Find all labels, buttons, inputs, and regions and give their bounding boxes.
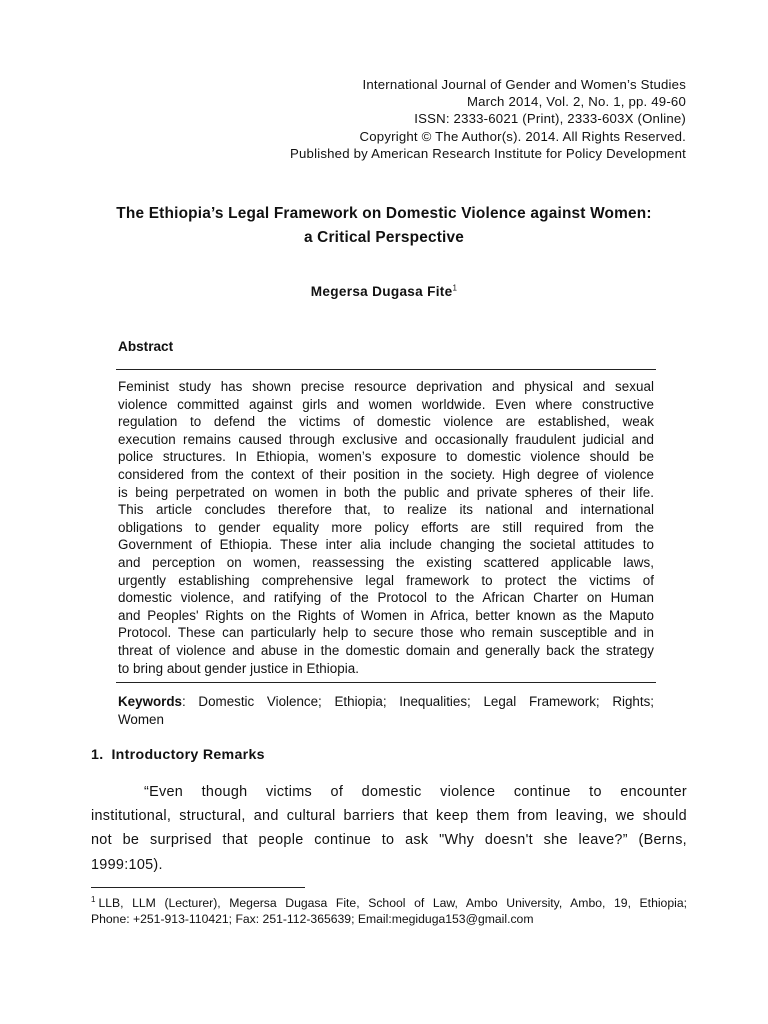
footnote-line-2: Phone: +251-913-110421; Fax: 251-112-365639; Email:megiduga153@gmail.com (91, 912, 534, 926)
abstract-line: urgently establishing comprehensive legal framework to protect the victims of (118, 572, 654, 588)
author-line (60, 284, 708, 299)
journal-name: International Journal of Gender and Women’s Studies (362, 77, 686, 92)
footnote (91, 895, 687, 927)
abstract-line: violence committed against girls and women worldwide. Even where constructive (118, 396, 654, 412)
abstract-line: obligations to gender equality more policy efforts are still required from the (118, 519, 654, 535)
title-line-1: The Ethiopia’s Legal Framework on Domestic Violence against Women: (116, 205, 652, 222)
abstract-line: and perception on women, reassessing the existing scattered applicable laws, (118, 554, 654, 570)
abstract-bottom-rule (116, 682, 656, 683)
abstract-heading: Abstract (118, 339, 174, 354)
copyright-info: Copyright © The Author(s). 2014. All Rights Reserved. (359, 128, 686, 144)
abstract-line: threat of violence and abuse in the domestic domain and generally back the strategy (118, 642, 654, 658)
abstract-line: Government of Ethiopia. These inter alia include changing the societal attitudes to (118, 537, 654, 553)
abstract-line: Feminist study has shown precise resource deprivation and physical and sexual (118, 379, 654, 394)
issn-info: ISSN: 2333-6021 (Print), 2333-603X (Online) (414, 111, 686, 127)
abstract-line: This article concludes therefore that, to realize its national and international (118, 502, 654, 518)
section-title: Introductory Remarks (111, 747, 265, 763)
abstract-top-rule (116, 369, 656, 370)
footnote-text: LLB, LLM (Lecturer), Megersa Dugasa Fite, School of Law, Ambo University, Ambo, 19, Ethiopia; (98, 896, 687, 910)
intro-line: 1999:105). (91, 856, 163, 873)
intro-line: institutional, structural, and cultural barriers that keep them from leaving, we should (91, 808, 687, 825)
footnote-line-1 (91, 895, 687, 911)
keywords (118, 693, 654, 729)
abstract-line: is being perpetrated on women in both the public and private spheres of their life. (118, 484, 654, 500)
author-name: Megersa Dugasa Fite (310, 284, 453, 299)
intro-line: not be surprised that people continue to ask "Why doesn't she leave?” (Berns, (91, 832, 687, 849)
keywords-line-2: Women (118, 712, 164, 727)
journal-header (290, 76, 686, 162)
intro-paragraph (91, 780, 687, 877)
abstract-line: Protocol. These can particularly help to secure those who remain susceptible and in (118, 625, 654, 641)
footnote-marker: 1 (91, 894, 96, 904)
section-heading (91, 747, 265, 763)
abstract-body (118, 378, 654, 677)
abstract-line: execution remains caused through exclusive and occasionally fraudulent judicial and (118, 431, 654, 447)
paper-title (60, 202, 708, 250)
keywords-line-1 (118, 693, 654, 711)
author-footnote-marker: 1 (452, 283, 458, 293)
abstract-line: domestic violence, and ratifying of the Protocol to the African Charter on Human (118, 590, 654, 606)
keywords-list: : Domestic Violence; Ethiopia; Inequalities; Legal Framework; Rights; (182, 694, 654, 709)
abstract-line: to bring about gender justice in Ethiopia. (118, 660, 360, 676)
title-line-2: a Critical Perspective (303, 229, 465, 246)
abstract-line: and Peoples' Rights on the Rights of Women in Africa, better known as the Maputo (118, 607, 654, 623)
abstract-line: police structures. In Ethiopia, women’s exposure to domestic violence should be (118, 449, 654, 465)
publisher-info: Published by American Research Institute for Policy Development (290, 145, 686, 161)
section-number: 1. (91, 747, 104, 763)
footnote-rule (91, 887, 305, 888)
intro-line: “Even though victims of domestic violence continue to encounter (144, 784, 687, 800)
abstract-line: regulation to defend the victims of domestic violence are established, weak (118, 414, 654, 430)
abstract-line: considered from the context of their position in the society. High degree of violence (118, 466, 654, 482)
issue-info: March 2014, Vol. 2, No. 1, pp. 49-60 (466, 94, 686, 110)
keywords-label: Keywords (118, 694, 182, 709)
